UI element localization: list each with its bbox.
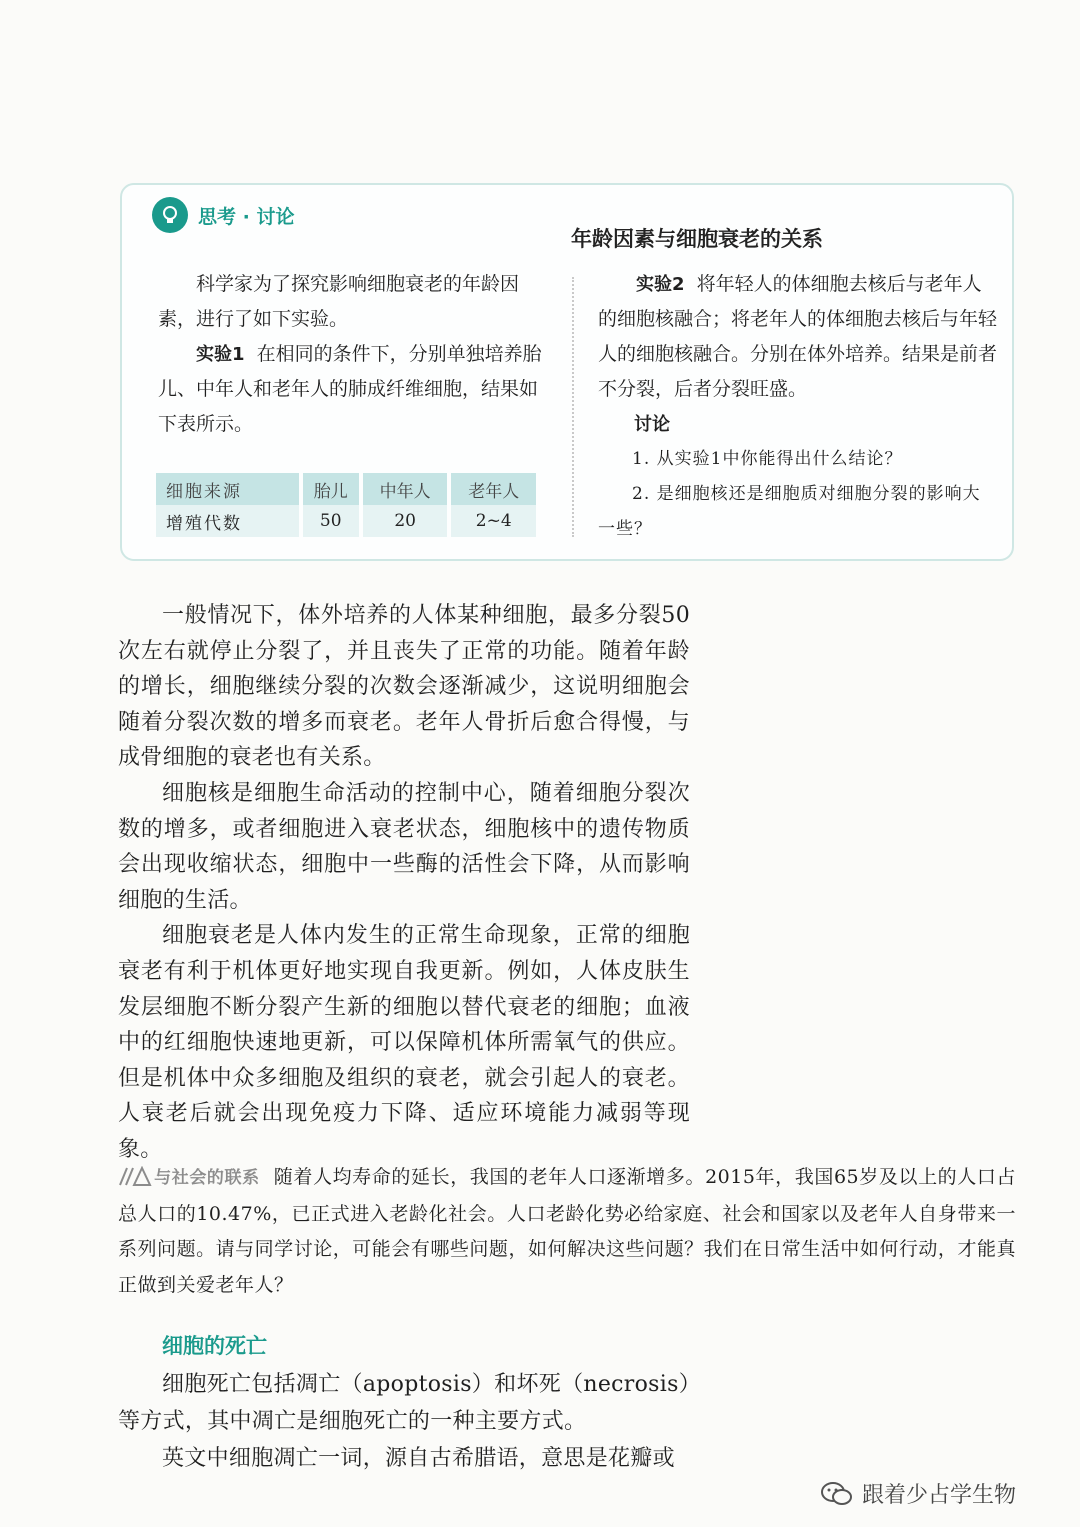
experiment-2	[598, 267, 998, 407]
table-header-cell: 中年人	[363, 473, 448, 505]
society-connection	[118, 1160, 1016, 1303]
left-column	[158, 267, 544, 442]
paragraph: 细胞衰老是人体内发生的正常生命现象，正常的细胞衰老有利于机体更好地实现自我更新。例如，人体皮肤生发层细胞不断分裂产生新的细胞以替代衰老的细胞；血液中的红细胞快速地更新，可以保障机体所需氧气的供应。但是机体中众多细胞及组织的衰老，就会引起人的衰老。人衰老后就会出现免疫力下降、适应环境能力减弱等现象。	[118, 923, 690, 1162]
think-discuss-box	[120, 183, 1014, 561]
experiment-1	[158, 337, 544, 442]
table-header-row	[156, 473, 536, 505]
table-header-cell: 胎儿	[303, 473, 359, 505]
table-row	[156, 505, 536, 537]
discussion-label: 讨论	[634, 414, 670, 435]
society-text: 随着人均寿命的延长，我国的老年人口逐渐增多。2015年，我国65岁及以上的人口占总人口的10.47%，已正式进入老龄化社会。人口老龄化势必给家庭、社会和国家以及老年人自身带来一系列问题。请与同学讨论，可能会有哪些问题，如何解决这些问题？我们在日常生活中如何行动，才能真正做到关爱老年人？	[118, 1166, 1016, 1296]
column-divider	[572, 277, 574, 537]
intro-text: 科学家为了探究影响细胞衰老的年龄因素，进行了如下实验。	[158, 273, 520, 330]
hatch-triangle-icon	[118, 1166, 152, 1186]
experiment-1-text: 在相同的条件下，分别单独培养胎儿、中年人和老年人的肺成纤维细胞，结果如下表所示。	[158, 343, 542, 435]
right-column	[598, 267, 998, 547]
experiment-2-text: 将年轻人的体细胞去核后与老年人的细胞核融合；将老年人的体细胞去核后与年轻人的细胞核融合。分别在体外培养。结果是前者不分裂，后者分裂旺盛。	[598, 273, 998, 400]
box-label: 思考 · 讨论	[198, 205, 295, 228]
paragraph: 一般情况下，体外培养的人体某种细胞，最多分裂50次左右就停止分裂了，并且丧失了正常的功能。随着年龄的增长，细胞继续分裂的次数会逐渐减少，这说明细胞会随着分裂次数的增多而衰老。老年人骨折后愈合得慢，与成骨细胞的衰老也有关系。	[118, 603, 690, 771]
section-title: 细胞的死亡	[162, 1334, 267, 1358]
main-body	[118, 598, 690, 1168]
paragraph: 英文中细胞凋亡一词，源自古希腊语，意思是花瓣或	[162, 1446, 675, 1471]
proliferation-table	[152, 473, 540, 537]
watermark	[820, 1478, 1016, 1509]
discussion-question: 2. 是细胞核还是细胞质对细胞分裂的影响大一些？	[598, 484, 981, 539]
box-title: 年龄因素与细胞衰老的关系	[571, 227, 823, 251]
watermark-text: 跟着少占学生物	[862, 1483, 1017, 1508]
table-cell: 增殖代数	[156, 505, 299, 537]
table-cell: 20	[363, 505, 448, 537]
section-body	[118, 1366, 690, 1477]
experiment-1-label: 实验1	[196, 344, 245, 365]
society-tag	[118, 1168, 260, 1188]
wechat-icon	[820, 1480, 854, 1508]
paragraph: 细胞死亡包括凋亡（apoptosis）和坏死（necrosis）等方式，其中凋亡是细胞死亡的一种主要方式。	[118, 1372, 690, 1434]
table-cell: 50	[303, 505, 359, 537]
discussion-question: 1. 从实验1中你能得出什么结论？	[632, 449, 903, 469]
experiment-2-label: 实验2	[636, 274, 685, 295]
society-tag-label: 与社会的联系	[154, 1168, 260, 1188]
paragraph: 细胞核是细胞生命活动的控制中心，随着细胞分裂次数的增多，或者细胞进入衰老状态，细胞核中的遗传物质会出现收缩状态，细胞中一些酶的活性会下降，从而影响细胞的生活。	[118, 780, 690, 913]
table-header-cell: 老年人	[451, 473, 536, 505]
table-cell: 2~4	[451, 505, 536, 537]
table-header-cell: 细胞来源	[156, 473, 299, 505]
